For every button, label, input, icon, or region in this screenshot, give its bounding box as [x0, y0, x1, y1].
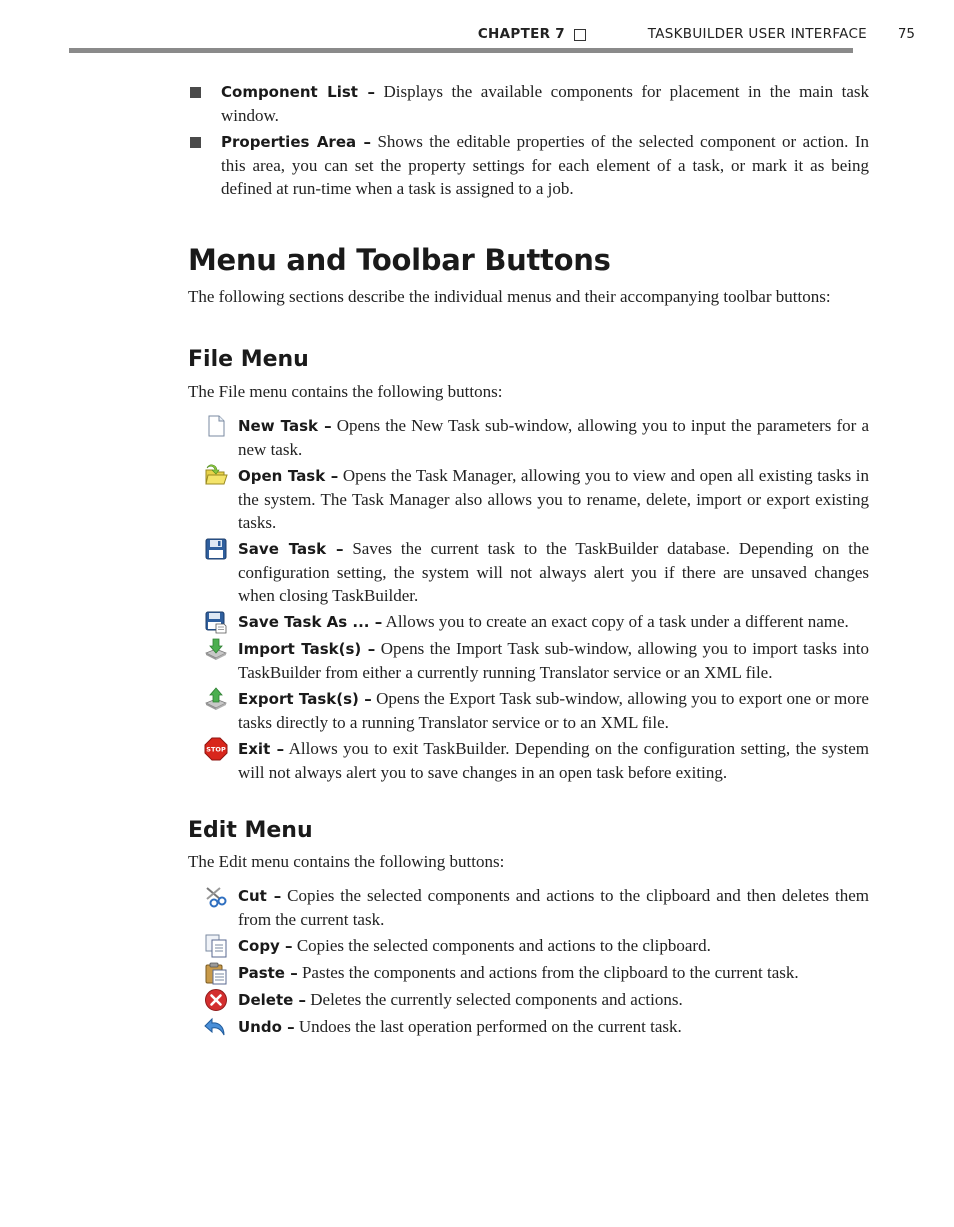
item-term: Cut – [238, 887, 282, 905]
item-text: Pastes the components and actions from the clipboard to the current task. [297, 963, 799, 982]
item-text: Allows you to exit TaskBuilder. Depending on the configuration setting, the system will not always alert you to save changes in an open task before exiting. [238, 739, 869, 782]
bullet-term: Properties Area – [221, 133, 372, 151]
item-text: Allows you to create an exact copy of a task under a different name. [382, 612, 849, 631]
header-separator-box [574, 29, 586, 41]
copy-icon [204, 934, 228, 958]
item-text: Copies the selected components and actions to the clipboard. [292, 936, 711, 955]
item-term: Save Task As ... – [238, 613, 383, 631]
stop-sign-icon [204, 737, 228, 761]
open-folder-icon [204, 464, 228, 488]
item-term: Open Task – [238, 467, 339, 485]
delete-x-icon [204, 988, 228, 1012]
bullet-term: Component List – [221, 83, 375, 101]
edit-item-copy [188, 934, 869, 958]
header-rule [69, 48, 853, 53]
export-arrow-icon [204, 687, 228, 711]
file-item-open-task [188, 464, 869, 534]
top-bullet-list [188, 80, 869, 200]
page-number: 75 [897, 26, 915, 42]
section-intro: The following sections describe the individual menus and their accompanying toolbar buttons: [188, 287, 831, 306]
save-as-icon [204, 610, 228, 634]
header-title: TASKBUILDER USER INTERFACE [647, 26, 867, 42]
bullet-properties-area [188, 130, 869, 200]
bullet-text: Shows the editable properties of the selected component or action. In this area, you can set the property settings for each element of a task, or mark it as being defined at run-time when a task is assigned to a job. [221, 132, 869, 198]
item-term: Import Task(s) – [238, 640, 376, 658]
item-term: New Task – [238, 417, 332, 435]
edit-item-cut [188, 884, 869, 931]
file-item-exit [188, 737, 869, 784]
file-item-export-tasks [188, 687, 869, 734]
item-term: Paste – [238, 964, 298, 982]
item-text: Opens the Import Task sub-window, allowing you to import tasks into TaskBuilder from either a currently running Translator service or an XML file. [238, 639, 870, 682]
file-menu-title: File Menu [188, 347, 309, 372]
clipboard-icon [204, 961, 228, 985]
header-chapter: CHAPTER 7 [477, 26, 565, 42]
file-menu-list [188, 414, 869, 784]
new-document-icon [204, 414, 228, 438]
file-menu-intro: The File menu contains the following buttons: [188, 382, 503, 401]
edit-item-delete [188, 988, 869, 1012]
bullet-marker [190, 137, 201, 148]
page-content [188, 80, 869, 1042]
section-title: Menu and Toolbar Buttons [188, 243, 611, 277]
item-text: Saves the current task to the TaskBuilder database. Depending on the configuration setting, the system will not always alert you if there are unsaved changes when closing TaskBuilder. [238, 539, 869, 605]
item-term: Undo – [238, 1018, 295, 1036]
bullet-text: Displays the available components for placement in the main task window. [221, 82, 869, 125]
file-item-save-task [188, 537, 869, 607]
item-text: Opens the New Task sub-window, allowing you to input the parameters for a new task. [238, 416, 870, 459]
item-text: Undoes the last operation performed on the current task. [294, 1017, 682, 1036]
item-term: Export Task(s) – [238, 690, 372, 708]
edit-item-paste [188, 961, 869, 985]
item-term: Delete – [238, 991, 307, 1009]
bullet-marker [190, 87, 201, 98]
edit-menu-intro: The Edit menu contains the following buttons: [188, 852, 505, 871]
scissors-icon [204, 884, 228, 908]
floppy-disk-icon [204, 537, 228, 561]
bullet-component-list [188, 80, 869, 127]
file-item-new-task [188, 414, 869, 461]
edit-menu-title: Edit Menu [188, 818, 313, 843]
edit-item-undo [188, 1015, 869, 1039]
item-text: Opens the Export Task sub-window, allowing you to export one or more tasks directly to a running Translator service or to an XML file. [238, 689, 869, 732]
item-text: Deletes the currently selected components and actions. [306, 990, 683, 1009]
item-term: Copy – [238, 937, 293, 955]
item-text: Copies the selected components and actions to the clipboard and then deletes them from the current task. [238, 886, 869, 929]
file-item-save-task-as [188, 610, 869, 634]
undo-arrow-icon [204, 1015, 228, 1039]
item-term: Exit – [238, 740, 285, 758]
stop-sign-label: STOP [206, 745, 226, 754]
import-arrow-icon [204, 637, 228, 661]
item-text: Opens the Task Manager, allowing you to view and open all existing tasks in the system. The Task Manager also allows you to rename, delete, import or export existing tasks. [238, 466, 869, 532]
running-header [69, 26, 915, 46]
edit-menu-list [188, 884, 869, 1039]
item-term: Save Task – [238, 540, 344, 558]
file-item-import-tasks [188, 637, 869, 684]
